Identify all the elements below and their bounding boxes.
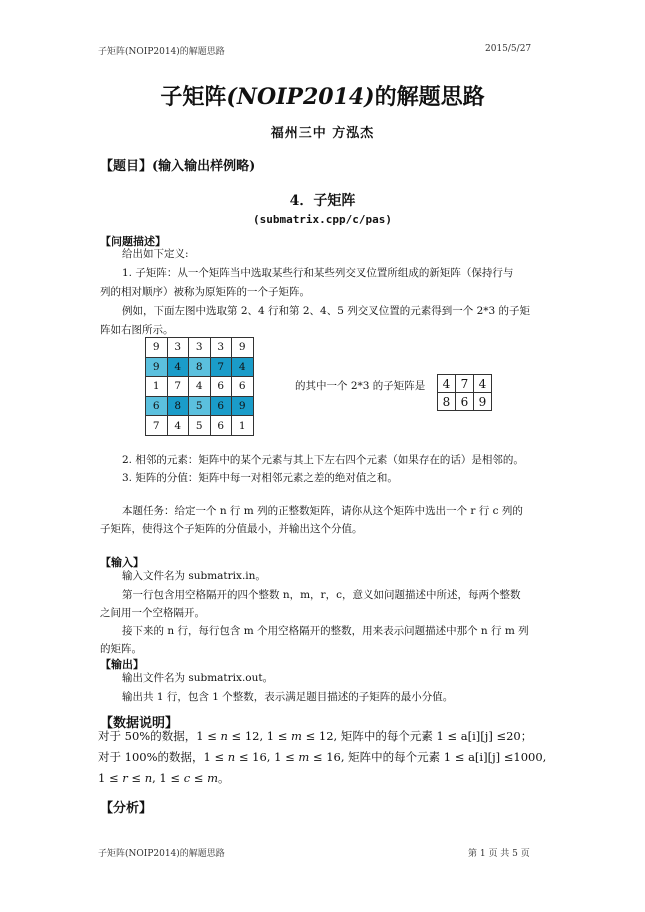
matrix-row [146,377,254,397]
data-line: 1 ≤ 𝑟 ≤ 𝑛, 1 ≤ 𝑐 ≤ 𝑚。 [98,771,230,785]
data-line: 对于 100%的数据，1 ≤ 𝑛 ≤ 16, 1 ≤ 𝑚 ≤ 16, 矩阵中的每个元素 1 ≤ a[i][j] ≤1000, [98,750,547,764]
matrix-cell: 5 [189,416,211,436]
matrix-cell: 8 [189,357,211,377]
page-header-title: 子矩阵(NOIP2014)的解题思路 [98,47,225,57]
problem-number: 4．子矩阵 [289,193,356,209]
matrix-cell: 7 [210,357,232,377]
matrix-cell: 4 [189,377,211,397]
def-line: 3. 矩阵的分值：矩阵中每一对相邻元素之差的绝对值之和。 [122,472,398,484]
desc-line: 阵如右图所示。 [100,324,174,336]
output-line: 输出共 1 行，包含 1 个整数，表示满足题目描述的子矩阵的最小分值。 [122,691,454,703]
submatrix-cell: 9 [474,393,492,411]
matrix-cell: 6 [210,396,232,416]
output-label: 【输出】 [100,658,144,671]
matrix-cell: 6 [210,377,232,397]
submatrix-cell: 4 [438,375,456,393]
analysis-label: 【分析】 [100,801,153,816]
matrix-cell: 6 [232,377,254,397]
matrix-cell: 6 [210,416,232,436]
submatrix-cell: 6 [456,393,474,411]
input-line: 的矩阵。 [100,643,142,655]
matrix-row [146,396,254,416]
matrix-cell: 1 [232,416,254,436]
matrix-cell: 3 [189,338,211,358]
matrix-cell: 4 [232,357,254,377]
matrix-row [146,357,254,377]
desc-label: 【问题描述】 [100,235,166,248]
matrix-cell: 7 [167,377,189,397]
matrix-cell: 1 [146,377,168,397]
matrix-cell: 3 [210,338,232,358]
matrix-cell: 5 [189,396,211,416]
problem-file: (submatrix.cpp/c/pas) [252,213,393,226]
desc-line: 例如，下面左图中选取第 2、4 行和第 2、4、5 列交叉位置的元素得到一个 2*3 的子矩 [122,305,531,317]
matrix-cell: 7 [146,416,168,436]
matrix-cell: 9 [232,338,254,358]
input-line: 输入文件名为 submatrix.in。 [122,570,266,582]
matrix-cell: 8 [167,396,189,416]
submatrix-caption: 的其中一个 2*3 的子矩阵是 [295,380,426,392]
submatrix-cell: 7 [456,375,474,393]
matrix-row [146,416,254,436]
matrix-cell: 3 [167,338,189,358]
task-line: 子矩阵，使得这个子矩阵的分值最小，并输出这个分值。 [100,523,363,535]
data-label: 【数据说明】 [100,716,179,731]
section-title: 【题目】(输入输出样例略) [100,159,256,174]
document-title [0,80,645,111]
input-line: 第一行包含用空格隔开的四个整数 n，m，r，c，意义如问题描述中所述，每两个整数 [122,589,521,601]
title-cn: 子矩阵 [160,84,227,110]
matrix-row [146,338,254,358]
task-line: 本题任务：给定一个 n 行 m 列的正整数矩阵，请你从这个矩阵中选出一个 r 行 c 列的 [122,505,523,517]
matrix-cell: 9 [232,396,254,416]
data-line: 对于 50%的数据，1 ≤ 𝑛 ≤ 12, 1 ≤ 𝑚 ≤ 12, 矩阵中的每个元素 1 ≤ a[i][j] ≤20； [98,729,533,743]
submatrix-cell: 8 [438,393,456,411]
sub-matrix [437,374,492,411]
desc-line: 给出如下定义: [122,248,189,260]
submatrix-row [438,375,492,393]
page-footer-pages: 第 1 页 共 5 页 [468,849,530,859]
submatrix-cell: 4 [474,375,492,393]
page-footer-title: 子矩阵(NOIP2014)的解题思路 [98,849,225,859]
submatrix-row [438,393,492,411]
input-label: 【输入】 [100,556,144,569]
input-line: 接下来的 n 行，每行包含 m 个用空格隔开的整数，用来表示问题描述中那个 n 行 m 列 [122,625,529,637]
author-line: 福州三中 方泓杰 [270,126,375,141]
input-line: 之间用一个空格隔开。 [100,607,205,619]
matrix-cell: 9 [146,357,168,377]
page-header-date: 2015/5/27 [485,44,532,54]
original-matrix [145,337,254,436]
matrix-cell: 4 [167,357,189,377]
desc-line: 列的相对顺序）被称为原矩阵的一个子矩阵。 [100,286,310,298]
def-line: 2. 相邻的元素：矩阵中的某个元素与其上下左右四个元素（如果存在的话）是相邻的。 [122,454,524,466]
title-en: (NOIP2014) [226,84,375,110]
matrix-cell: 9 [146,338,168,358]
desc-line: 1. 子矩阵：从一个矩阵当中选取某些行和某些列交叉位置所组成的新矩阵（保持行与 [122,267,514,279]
matrix-cell: 4 [167,416,189,436]
title-rest: 的解题思路 [374,84,485,110]
matrix-cell: 6 [146,396,168,416]
output-line: 输出文件名为 submatrix.out。 [122,672,274,684]
